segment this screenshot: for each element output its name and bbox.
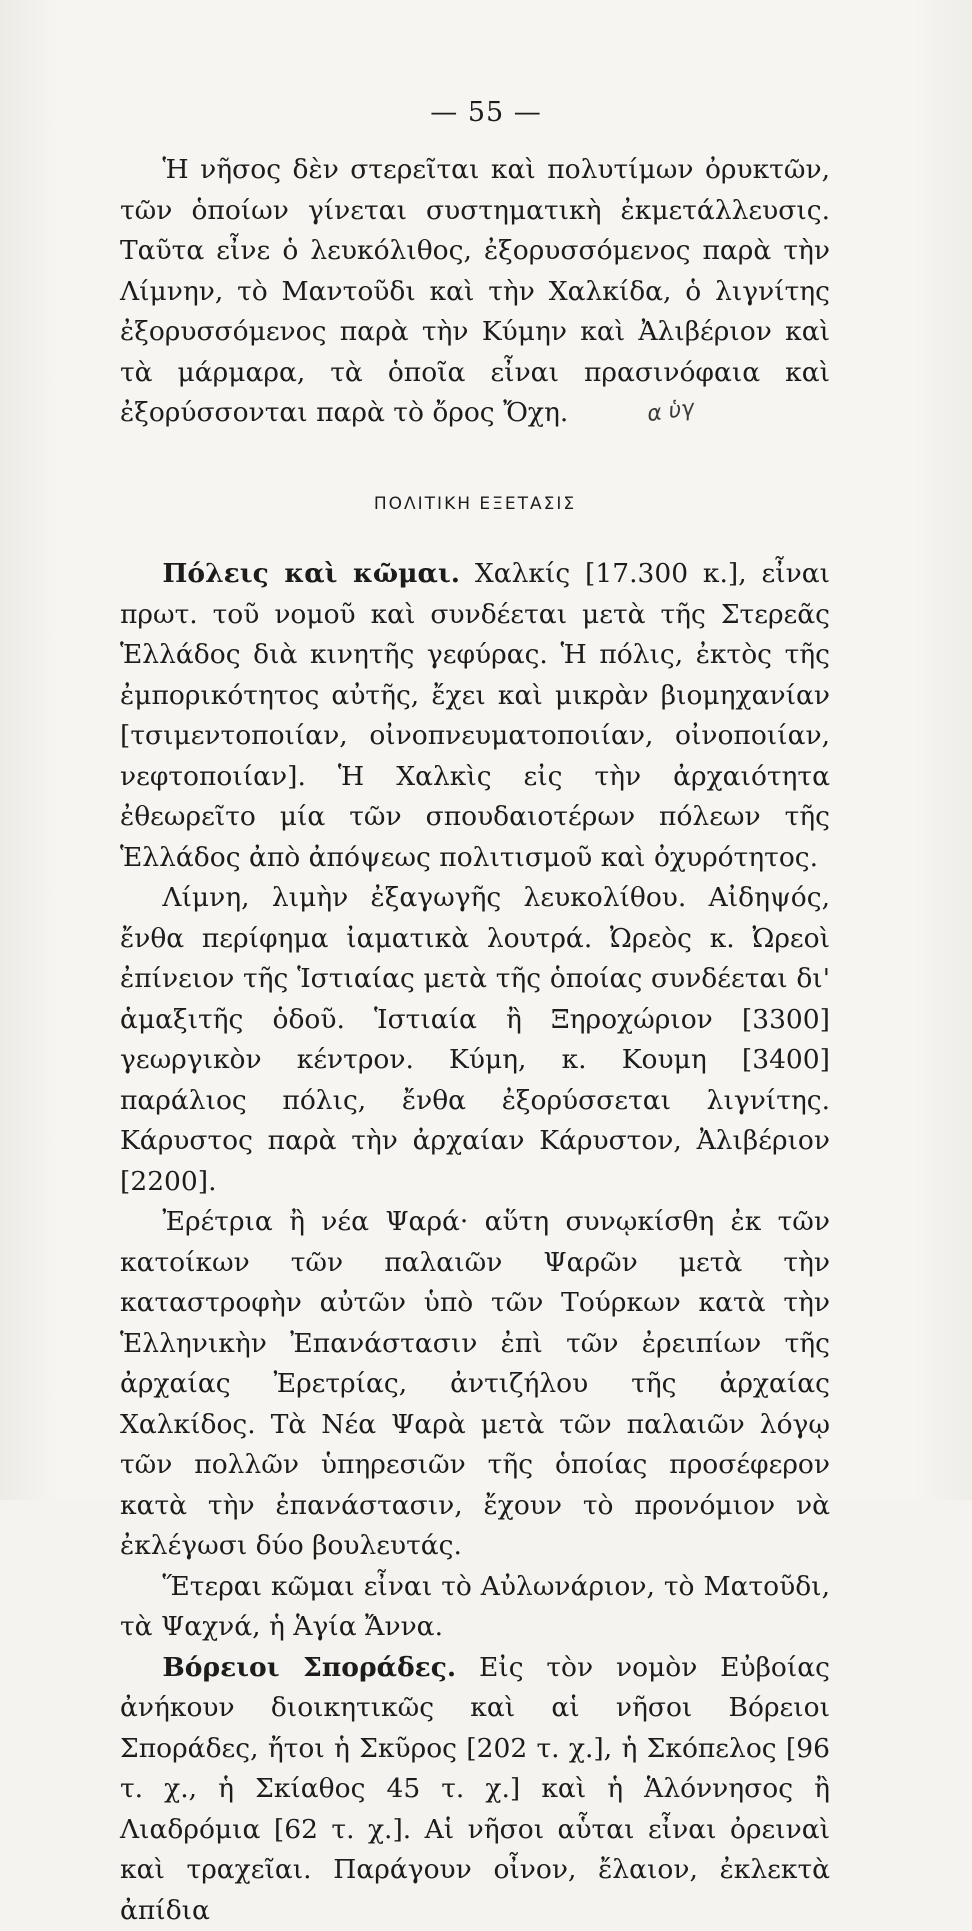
- chalkis-name: Χαλκίς: [475, 558, 570, 589]
- handwritten-annotation: α ὑγ: [602, 389, 696, 442]
- page-number: — 55 —: [0, 97, 972, 128]
- sporades-text: Εἰς τὸν νομὸν Εὐβοίας ἀνήκουν διοικητικῶς καὶ αἱ νῆσοι Βόρειοι Σποράδες, ἤτοι ἡ Σκῦρος [202 τ. χ.], ἡ Σκόπελος [96 τ. χ., ἡ Σκίαθος 45 τ. χ.] καὶ ἡ Ἁλόννησος ἢ Λιαδρόμια [62 τ. χ.]. Αἱ νῆσοι αὗται εἶναι ὀρειναὶ καὶ τραχεῖαι. Παράγουν οἶνον, ἔλαιον, ἐκλεκτὰ ἀπίδια: [120, 1652, 830, 1926]
- eretria-text: ἢ νέα Ψαρά· αὕτη συνῳκίσθη ἐκ τῶν κατοίκων τῶν παλαιῶν Ψαρῶν μετὰ τὴν καταστροφὴν αὐτῶν ὑπὸ τῶν Τούρκων κατὰ τὴν Ἑλληνικὴν Ἐπανάστασιν ἐπὶ τῶν ἐρειπίων τῆς ἀρχαίας Ἐρετρίας, ἀντιζήλου τῆς ἀρχαίας Χαλκίδος. Τὰ Νέα Ψαρὰ μετὰ τῶν παλαιῶν λόγῳ τῶν πολλῶν ὑπηρεσιῶν τῆς ὁποίας προσέφερον κατὰ τὴν ἐπανάστασιν, ἔχουν τὸ προνόμιον νὰ ἐκλέγωσι δύο βουλευτάς.: [120, 1206, 830, 1561]
- eterai-paragraph: Ἕτεραι κῶμαι εἶναι τὸ Αὐλωνάριον, τὸ Ματοῦδι, τὰ Ψαχνά, ἡ Ἁγία Ἄννα.: [120, 1567, 830, 1648]
- poleis-paragraph: [120, 554, 830, 878]
- intro-paragraph: [120, 150, 830, 436]
- poleis-lead: Πόλεις καὶ κῶμαι.: [162, 558, 460, 589]
- intro-text: Ἡ νῆσος δὲν στερεῖται καὶ πολυτίμων ὀρυκτῶν, τῶν ὁποίων γίνεται συστηματικὴ ἐκμετάλλευσις. Ταῦτα εἶνε ὁ λευκόλιθος, ἐξορυσσόμενος παρὰ τὴν Λίμνην, τὸ Μαντοῦδι καὶ τὴν Χαλκίδα, ὁ λιγνίτης ἐξορυσσόμενος παρὰ τὴν Κύμην καὶ Ἀλιβέριον καὶ τὰ μάρμαρα, τὰ ὁποῖα εἶναι πρασινόφαια καὶ ἐξορύσσονται παρὰ τὸ ὄρος Ὄχη.: [120, 154, 830, 428]
- limni-paragraph: Λίμνη, λιμὴν ἐξαγωγῆς λευκολίθου. Αἰδηψός, ἔνθα περίφημα ἰαματικὰ λουτρά. Ὠρεὸς κ. Ὠρεοὶ ἐπίνειον τῆς Ἱστιαίας μετὰ τῆς ὁποίας συνδέεται δι' ἁμαξιτῆς ὁδοῦ. Ἱστιαία ἢ Ξηροχώριον [3300] γεωργικὸν κέντρον. Κύμη, κ. Κουμη [3400] παράλιος πόλις, ἔνθα ἐξορύσσεται λιγνίτης. Κάρυστος παρὰ τὴν ἀρχαίαν Κάρυστον, Ἀλιβέριον [2200].: [120, 878, 830, 1202]
- poleis-text: [17.300 κ.], εἶναι πρωτ. τοῦ νομοῦ καὶ συνδέεται μετὰ τῆς Στερεᾶς Ἑλλάδος διὰ κινητῆς γεφύρας. Ἡ πόλις, ἐκτὸς τῆς ἐμπορικότητος αὐτῆς, ἔχει καὶ μικρὰν βιομηχανίαν [τσιμεντοποιίαν, οἰνοπνευματοποιίαν, οἰνοποιίαν, νεφτοποιίαν]. Ἡ Χαλκὶς εἰς τὴν ἀρχαιότητα ἐθεωρεῖτο μία τῶν σπουδαιοτέρων πόλεων τῆς Ἑλλάδος ἀπὸ ἀπόψεως πολιτισμοῦ καὶ ὀχυρότητος.: [120, 558, 830, 873]
- eretria-paragraph: [120, 1202, 830, 1567]
- page-content: [120, 150, 830, 1931]
- sporades-paragraph: [120, 1648, 830, 1931]
- sporades-lead: Βόρειοι Σποράδες.: [162, 1652, 456, 1683]
- section-heading: ΠΟΛΙΤΙΚΗ ΕΞΕΤΑΣΙΣ: [120, 484, 830, 525]
- eretria-lead: Ἐρέτρια: [162, 1206, 272, 1237]
